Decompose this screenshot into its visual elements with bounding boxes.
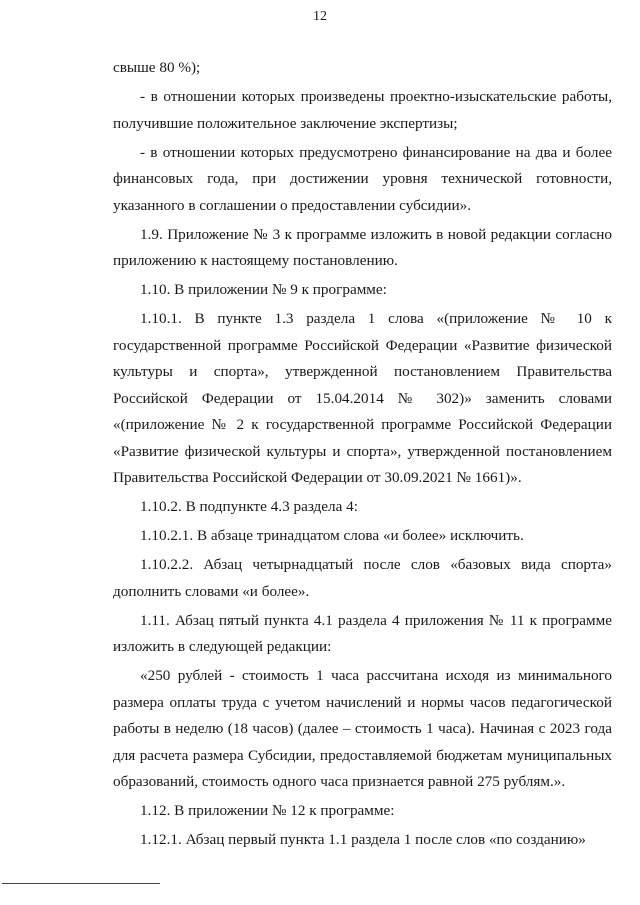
paragraph: 1.9. Приложение № 3 к программе изложить в новой редакции согласно приложению к настоящему постановлению. — [113, 225, 612, 269]
paragraph: 1.10. В приложении № 9 к программе: — [140, 281, 387, 298]
footer-rule — [2, 883, 160, 884]
paragraph: «250 рублей - стоимость 1 часа рассчитана исходя из минимального размера оплаты труда с учетом начислений и нормы часов педагогической работы в неделю (18 часов) (далее – стоимость 1 часа). Начиная с 2023 года для расчета размера Субсидии, предоставляемой бюджетам муниципальных образований, стоимость одного часа признается равной 275 рублям.». — [113, 667, 612, 790]
paragraph: 1.11. Абзац пятый пункта 4.1 раздела 4 приложения № 11 к программе изложить в следующей редакции: — [113, 611, 612, 655]
paragraph: 1.10.2. В подпункте 4.3 раздела 4: — [140, 498, 358, 515]
page-number: 12 — [313, 9, 327, 24]
paragraph: 1.10.2.2. Абзац четырнадцатый после слов «базовых вида спорта» дополнить словами «и более». — [113, 556, 612, 600]
paragraph: 1.12.1. Абзац первый пункта 1.1 раздела 1 после слов «по созданию» — [140, 831, 586, 848]
paragraph: 1.10.1. В пункте 1.3 раздела 1 слова «(приложение № 10 к государственной программе Российской Федерации «Развитие физической культуры и спорта», утвержденной постановлением Правительства Российской Федерации от 15.04.2014 № 302)» заменить словами «(приложение № 2 к государственной программе Российской Федерации «Развитие физической культуры и спорта», утвержденной постановлением Правительства Российской Федерации от 30.09.2021 № 1661)». — [113, 310, 612, 486]
paragraph: 1.12. В приложении № 12 к программе: — [140, 802, 395, 819]
paragraph: свыше 80 %); — [113, 59, 201, 76]
paragraph: - в отношении которых произведены проектно-изыскательские работы, получившие положительное заключение экспертизы; — [113, 88, 612, 132]
paragraph: 1.10.2.1. В абзаце тринадцатом слова «и более» исключить. — [140, 527, 524, 544]
document-body — [113, 55, 612, 856]
paragraph: - в отношении которых предусмотрено финансирование на два и более финансовых года, при достижении уровня технической готовности, указанного в соглашении о предоставлении субсидии». — [113, 143, 612, 214]
